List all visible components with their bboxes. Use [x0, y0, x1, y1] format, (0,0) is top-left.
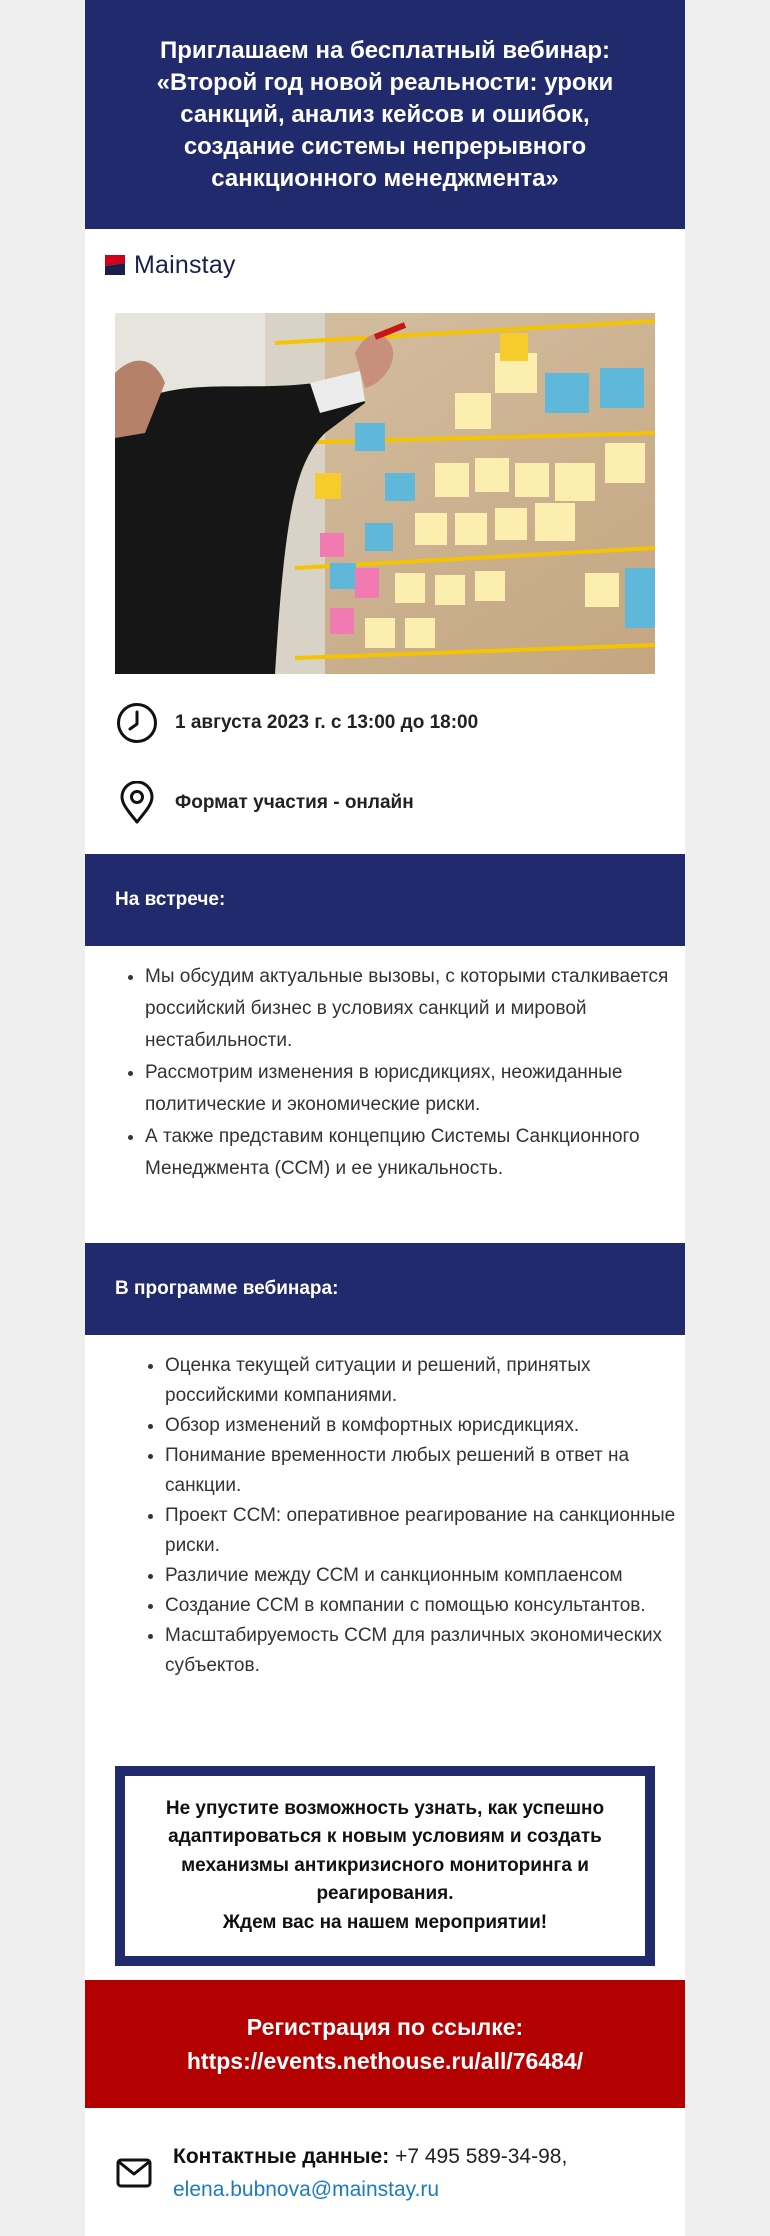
contact-phone[interactable]: +7 495 589-34-98,: [395, 2145, 568, 2168]
list-item: • Обзор изменений в комфортных юрисдикциях.: [165, 1411, 679, 1441]
program-section-header: [85, 1243, 685, 1335]
registration-banner: [85, 1980, 685, 2108]
callout-main: Не упустите возможность узнать, как успешно адаптироваться к новым условиям и создать механизмы антикризисного мониторинга и реагирования.: [165, 1797, 605, 1905]
list-item: • Рассмотрим изменения в юрисдикциях, неожиданные политические и экономические риски.: [145, 1057, 679, 1121]
logo-text: Mainstay: [134, 250, 236, 279]
meeting-section-title: На встрече:: [115, 889, 226, 910]
meeting-section-header: [85, 854, 685, 946]
clock-icon: [115, 701, 159, 745]
list-item: • Оценка текущей ситуации и решений, принятых российскими компаниями.: [165, 1351, 679, 1411]
map-pin-icon: [115, 781, 159, 825]
company-logo[interactable]: [105, 250, 236, 280]
callout-text: [160, 1795, 610, 1938]
contact-email[interactable]: elena.bubnova@mainstay.ru: [173, 2178, 440, 2201]
event-date-row: [115, 698, 655, 748]
contact-label: Контактные данные:: [173, 2145, 390, 2168]
event-date: 1 августа 2023 г. с 13:00 до 18:00: [175, 712, 479, 733]
callout-box: [115, 1766, 655, 1966]
hero-photo: [115, 313, 655, 674]
meeting-list: [115, 961, 679, 1185]
mail-icon: [115, 2154, 153, 2192]
registration-link[interactable]: https://events.nethouse.ru/all/76484/: [186, 2048, 584, 2074]
email-body: [85, 0, 685, 2236]
program-section-title: В программе вебинара:: [115, 1278, 339, 1299]
logo-mark-icon: [105, 255, 127, 275]
list-item: • Создание ССМ в компании с помощью консультантов.: [165, 1591, 679, 1621]
list-item: • Проект ССМ: оперативное реагирование на санкционные риски.: [165, 1501, 679, 1561]
registration-label: Регистрация по ссылке:: [246, 2014, 524, 2040]
list-item: • Различие между ССМ и санкционным комплаенсом: [165, 1561, 679, 1591]
header-banner: [85, 0, 685, 229]
list-item: • Мы обсудим актуальные вызовы, с которыми сталкивается российский бизнес в условиях санкций и мировой нестабильности.: [145, 961, 679, 1057]
list-item: • Понимание временности любых решений в ответ на санкции.: [165, 1441, 679, 1501]
program-list: [135, 1351, 679, 1681]
list-item: • А также представим концепцию Системы Санкционного Менеджмента (ССМ) и ее уникальность.: [145, 1121, 679, 1185]
event-format: Формат участия - онлайн: [175, 792, 414, 813]
contact-text: [173, 2140, 567, 2206]
webinar-title: Приглашаем на бесплатный вебинар: «Второй год новой реальности: уроки санкций, анализ кейсов и ошибок, создание системы непрерывного санкционного менеджмента»: [156, 36, 614, 192]
list-item: • Масштабируемость ССМ для различных экономических субъектов.: [165, 1621, 679, 1681]
event-format-row: [115, 778, 655, 828]
callout-closing: Ждем вас на нашем мероприятии!: [222, 1911, 548, 1933]
contact-row: [115, 2138, 655, 2208]
